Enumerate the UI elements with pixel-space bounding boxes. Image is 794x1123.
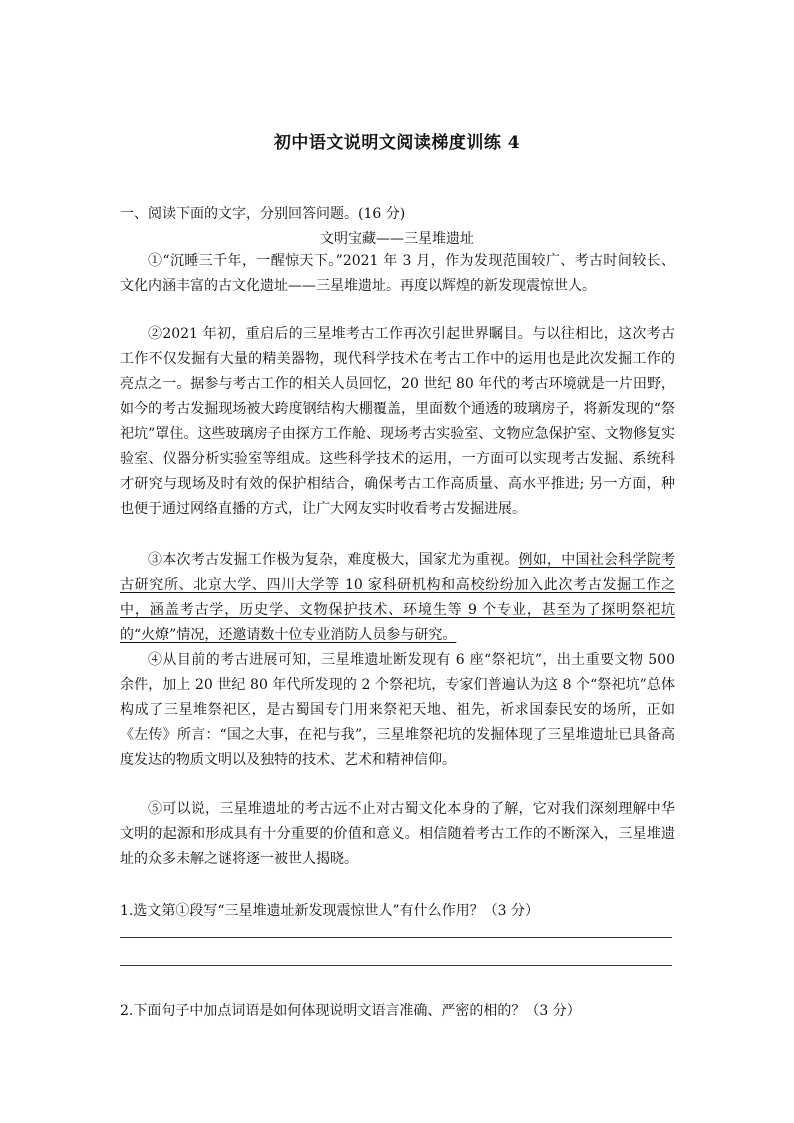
paragraph-3-text: ③本次考古发掘工作极为复杂，难度极大，国家尤为重视。 <box>148 552 519 568</box>
paragraph-5: ⑤可以说，三星堆遗址的考古远不止对古蜀文化本身的了解，它对我们深刻理解中华文明的起源和形成具有十分重要的价值和意义。相信随着考古工作的不断深入，三星堆遗址的众多未解之谜将逐一被世人揭晓。 <box>120 801 675 867</box>
paragraph-2: ②2021 年初，重启后的三星堆考古工作再次引起世界瞩目。与以往相比，这次考古工作不仅发掘有大量的精美器物，现代科学技术在考古工作中的运用也是此次发掘工作的亮点之一。据参与考古工作的相关人员回忆，20 世纪 80 年代的考古环境就是一片田野，如今的考古发掘现场被大跨度钢结构大棚覆盖，里面数个通透的玻璃房子，将新发现的“祭祀坑”罩住。这些玻璃房子由探方工作舱、现场考古实验室、文物应急保护室、文物修复实验室、仪器分析实验室等组成。这些科学技术的运用，一方面可以实现考古发掘、系统科才研究与现场及时有效的保护相结合，确保考古工作高质量、高水平推进; 另一方面，种也便于通过网络直播的方式，让广大网友实时收看考古发掘进展。 <box>120 326 675 517</box>
question-1: 1.选文第①段写“三星堆遗址新发现震惊世人”有什么作用？（3 分） <box>120 903 540 919</box>
article-title: 文明宝藏——三星堆遗址 <box>320 231 474 247</box>
paragraph-3 <box>120 548 675 648</box>
answer-line-1[interactable] <box>120 937 672 938</box>
page-title: 初中语文说明文阅读梯度训练 4 <box>273 133 521 153</box>
section-heading: 一、阅读下面的文字，分别回答问题。(16 分) <box>120 206 406 222</box>
paragraph-1: ①“沉睡三千年，一醒惊天下。”2021 年 3 月，作为发现范围较广、考古时间较长、文化内涵丰富的古文化遗址——三星堆遗址。再度以辉煌的新发现震惊世人。 <box>120 253 675 294</box>
paragraph-3-underlined-text: 例如，中国社会科学院考古研究所、北京大学、四川大学等 10 家科研机构和高校纷纷加入此次考古发掘工作之中，涵盖考古学，历史学、文物保护技术、环境生等 9 个专业，甚至为了探明祭祀坑的“火燎”情况，还邀请数十位专业消防人员参与研究。 <box>120 552 675 643</box>
answer-line-2[interactable] <box>120 965 672 966</box>
paragraph-4: ④从目前的考古进展可知，三星堆遗址断发现有 6 座“祭祀坑”，出土重要文物 500 余件，加上 20 世纪 80 年代所发现的 2 个祭祀坑，专家们普遍认为这 8 个“祭祀坑”总体构成了三星堆祭祀区，是古蜀国专门用来祭祀天地、祖先，祈求国泰民安的场所，正如《左传》所言：“国之大事，在祀与我”，三星堆祭祀坑的发掘体现了三星堆遗址已具备高度发达的物质文明以及独特的技术、艺术和精神信仰。 <box>120 652 675 768</box>
question-2: 2.下面句子中加点词语是如何体现说明文语言准确、严密的相的？（3 分） <box>120 1003 581 1019</box>
